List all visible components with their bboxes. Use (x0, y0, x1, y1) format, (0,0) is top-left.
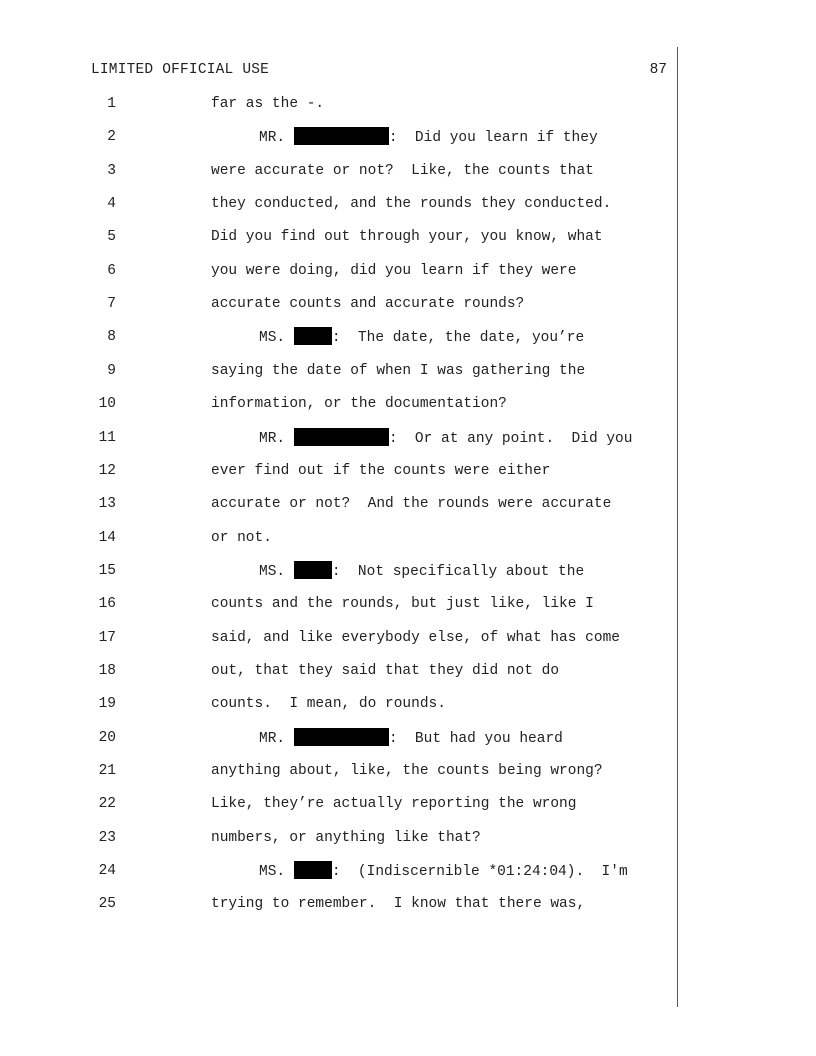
transcript-line (0, 494, 677, 514)
speaker-line-text (259, 728, 563, 749)
line-number: 20 (98, 729, 116, 746)
line-text: anything about, like, the counts being wrong? (211, 763, 603, 779)
speaker-title: MS. (259, 864, 286, 881)
line-text: : But had you heard (388, 730, 563, 747)
line-text: out, that they said that they did not do (211, 662, 560, 679)
line-number: 7 (107, 296, 116, 313)
transcript-line (0, 327, 677, 347)
speaker-title: MR. (259, 430, 286, 447)
redaction-box (294, 561, 332, 579)
line-text: ever find out if the counts were either (211, 462, 551, 479)
line-text: said, and like everybody else, of what has come (211, 629, 620, 646)
line-number: 16 (98, 596, 116, 613)
line-text: Did you find out through your, you know, what (211, 229, 603, 246)
line-number: 1 (107, 96, 116, 112)
speaker-line-text (259, 861, 628, 882)
line-text: : Did you learn if they (388, 130, 598, 147)
transcript-line (0, 561, 677, 581)
line-number: 8 (107, 329, 116, 346)
line-number: 6 (107, 262, 116, 279)
transcript-line (0, 361, 677, 381)
line-number: 11 (98, 429, 116, 446)
line-text: you were doing, did you learn if they were (211, 262, 577, 279)
transcript-line (0, 428, 677, 448)
line-number: 14 (98, 529, 116, 546)
transcript-line (0, 894, 677, 914)
line-text: or not. (211, 529, 272, 546)
transcript-line (0, 161, 677, 181)
line-number: 19 (98, 696, 116, 713)
transcript-line (0, 94, 677, 114)
transcript-line (0, 861, 677, 881)
transcript-line (0, 194, 677, 214)
line-number: 22 (98, 796, 116, 813)
redaction-box (294, 728, 389, 746)
line-text: trying to remember. I know that there was, (211, 896, 586, 913)
speaker-line-text (259, 428, 632, 449)
transcript-line (0, 528, 677, 548)
speaker-line-text (259, 127, 598, 148)
speaker-title: MS. (259, 563, 286, 580)
line-number: 3 (107, 162, 116, 179)
redaction-box (294, 327, 332, 345)
transcript-line (0, 594, 677, 614)
transcript-line (0, 461, 677, 481)
transcript-line (0, 127, 677, 147)
line-number: 17 (98, 629, 116, 646)
transcript-line (0, 227, 677, 247)
line-text: : (Indiscernible *01:24:04). I'm (331, 864, 628, 881)
line-text: saying the date of when I was gathering the (211, 362, 586, 379)
line-text: Like, they’re actually reporting the wrong (211, 796, 577, 813)
line-number: 25 (98, 896, 116, 913)
speaker-title: MR. (259, 730, 286, 747)
line-text: : Not specifically about the (331, 563, 585, 580)
transcript-line (0, 261, 677, 281)
line-text: numbers, or anything like that? (211, 829, 481, 846)
line-text: information, or the documentation? (211, 396, 507, 413)
page-number: 87 (649, 62, 667, 78)
line-text: accurate counts and accurate rounds? (211, 296, 525, 313)
line-number: 12 (98, 462, 116, 479)
line-number: 10 (98, 396, 116, 413)
line-text: : The date, the date, you’re (331, 330, 585, 347)
line-text: counts and the rounds, but just like, like I (211, 596, 594, 613)
redaction-box (294, 861, 332, 879)
transcript-line (0, 661, 677, 681)
transcript-line (0, 794, 677, 814)
speaker-title: MS. (259, 330, 286, 347)
line-number: 15 (98, 562, 116, 579)
line-number: 23 (98, 829, 116, 846)
line-number: 21 (98, 763, 116, 779)
line-number: 18 (98, 662, 116, 679)
header-title: LIMITED OFFICIAL USE (91, 62, 270, 78)
line-number: 5 (107, 229, 116, 246)
redaction-box (294, 428, 389, 446)
transcript-line (0, 694, 677, 714)
line-number: 13 (98, 496, 116, 513)
transcript-line (0, 828, 677, 848)
transcript-line (0, 628, 677, 648)
line-number: 24 (98, 863, 116, 880)
line-text: they conducted, and the rounds they conducted. (211, 196, 612, 213)
speaker-line-text (259, 327, 584, 348)
redaction-box (294, 127, 389, 145)
transcript-line (0, 394, 677, 414)
line-number: 9 (107, 362, 116, 379)
line-number: 4 (107, 196, 116, 213)
speaker-line-text (259, 561, 584, 582)
line-text: : Or at any point. Did you (388, 430, 633, 447)
speaker-title: MR. (259, 130, 286, 147)
line-text: far as the -. (211, 96, 325, 112)
transcript-line (0, 761, 677, 781)
line-text: were accurate or not? Like, the counts that (211, 162, 594, 179)
line-text: accurate or not? And the rounds were accurate (211, 496, 612, 513)
transcript-line (0, 728, 677, 748)
margin-rule (677, 47, 678, 1007)
transcript-line (0, 294, 677, 314)
line-text: counts. I mean, do rounds. (211, 696, 446, 713)
line-number: 2 (107, 129, 116, 146)
